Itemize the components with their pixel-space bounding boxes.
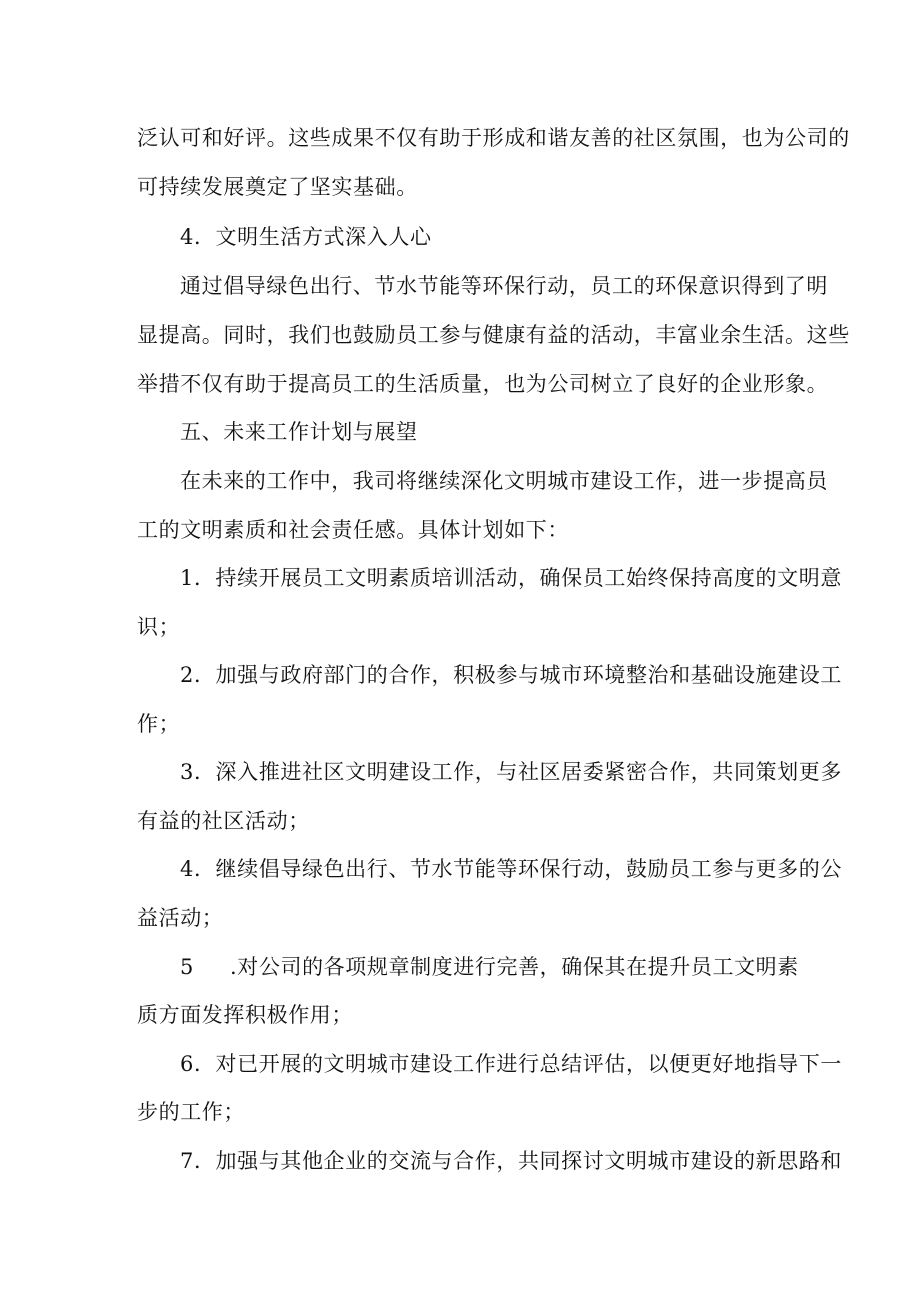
paragraph-line: 泛认可和好评。这些成果不仅有助于形成和谐友善的社区氛围，也为公司的 [137, 126, 850, 150]
list-item-continuation: 有益的社区活动； [137, 809, 310, 833]
section-heading: 五、未来工作计划与展望 [180, 420, 418, 444]
list-item-continuation: 步的工作； [137, 1100, 245, 1124]
list-item: 4．继续倡导绿色出行、节水节能等环保行动，鼓励员工参与更多的公 [180, 857, 842, 881]
paragraph-line: 举措不仅有助于提高员工的生活质量，也为公司树立了良好的企业形象。 [137, 372, 829, 396]
list-item: 6．对已开展的文明城市建设工作进行总结评估，以便更好地指导下一 [180, 1052, 842, 1076]
list-item: 1．持续开展员工文明素质培训活动，确保员工始终保持高度的文明意 [180, 566, 842, 590]
list-item-continuation: 益活动； [137, 906, 224, 930]
list-item-continuation: 质方面发挥积极作用； [137, 1003, 353, 1027]
paragraph-line: 显提高。同时，我们也鼓励员工参与健康有益的活动，丰富业余生活。这些 [137, 323, 850, 347]
list-item-continuation: 作； [137, 712, 181, 736]
list-item: 7．加强与其他企业的交流与合作，共同探讨文明城市建设的新思路和 [180, 1149, 842, 1173]
list-item-continuation: 识； [137, 615, 181, 639]
section-heading: 4．文明生活方式深入人心 [180, 225, 432, 249]
paragraph-line: 工的文明素质和社会责任感。具体计划如下： [137, 518, 569, 542]
paragraph-line: 可持续发展奠定了坚实基础。 [137, 175, 418, 199]
list-item: 3．深入推进社区文明建设工作，与社区居委紧密合作，共同策划更多 [180, 760, 842, 784]
list-item-text: .对公司的各项规章制度进行完善，确保其在提升员工文明素 [230, 955, 799, 979]
paragraph-line: 通过倡导绿色出行、节水节能等环保行动，员工的环保意识得到了明 [180, 274, 828, 298]
list-item [180, 953, 799, 981]
list-item: 2．加强与政府部门的合作，积极参与城市环境整治和基础设施建设工 [180, 663, 842, 687]
paragraph-line: 在未来的工作中，我司将继续深化文明城市建设工作，进一步提高员 [180, 469, 828, 493]
list-item-number: 5 [180, 955, 194, 979]
